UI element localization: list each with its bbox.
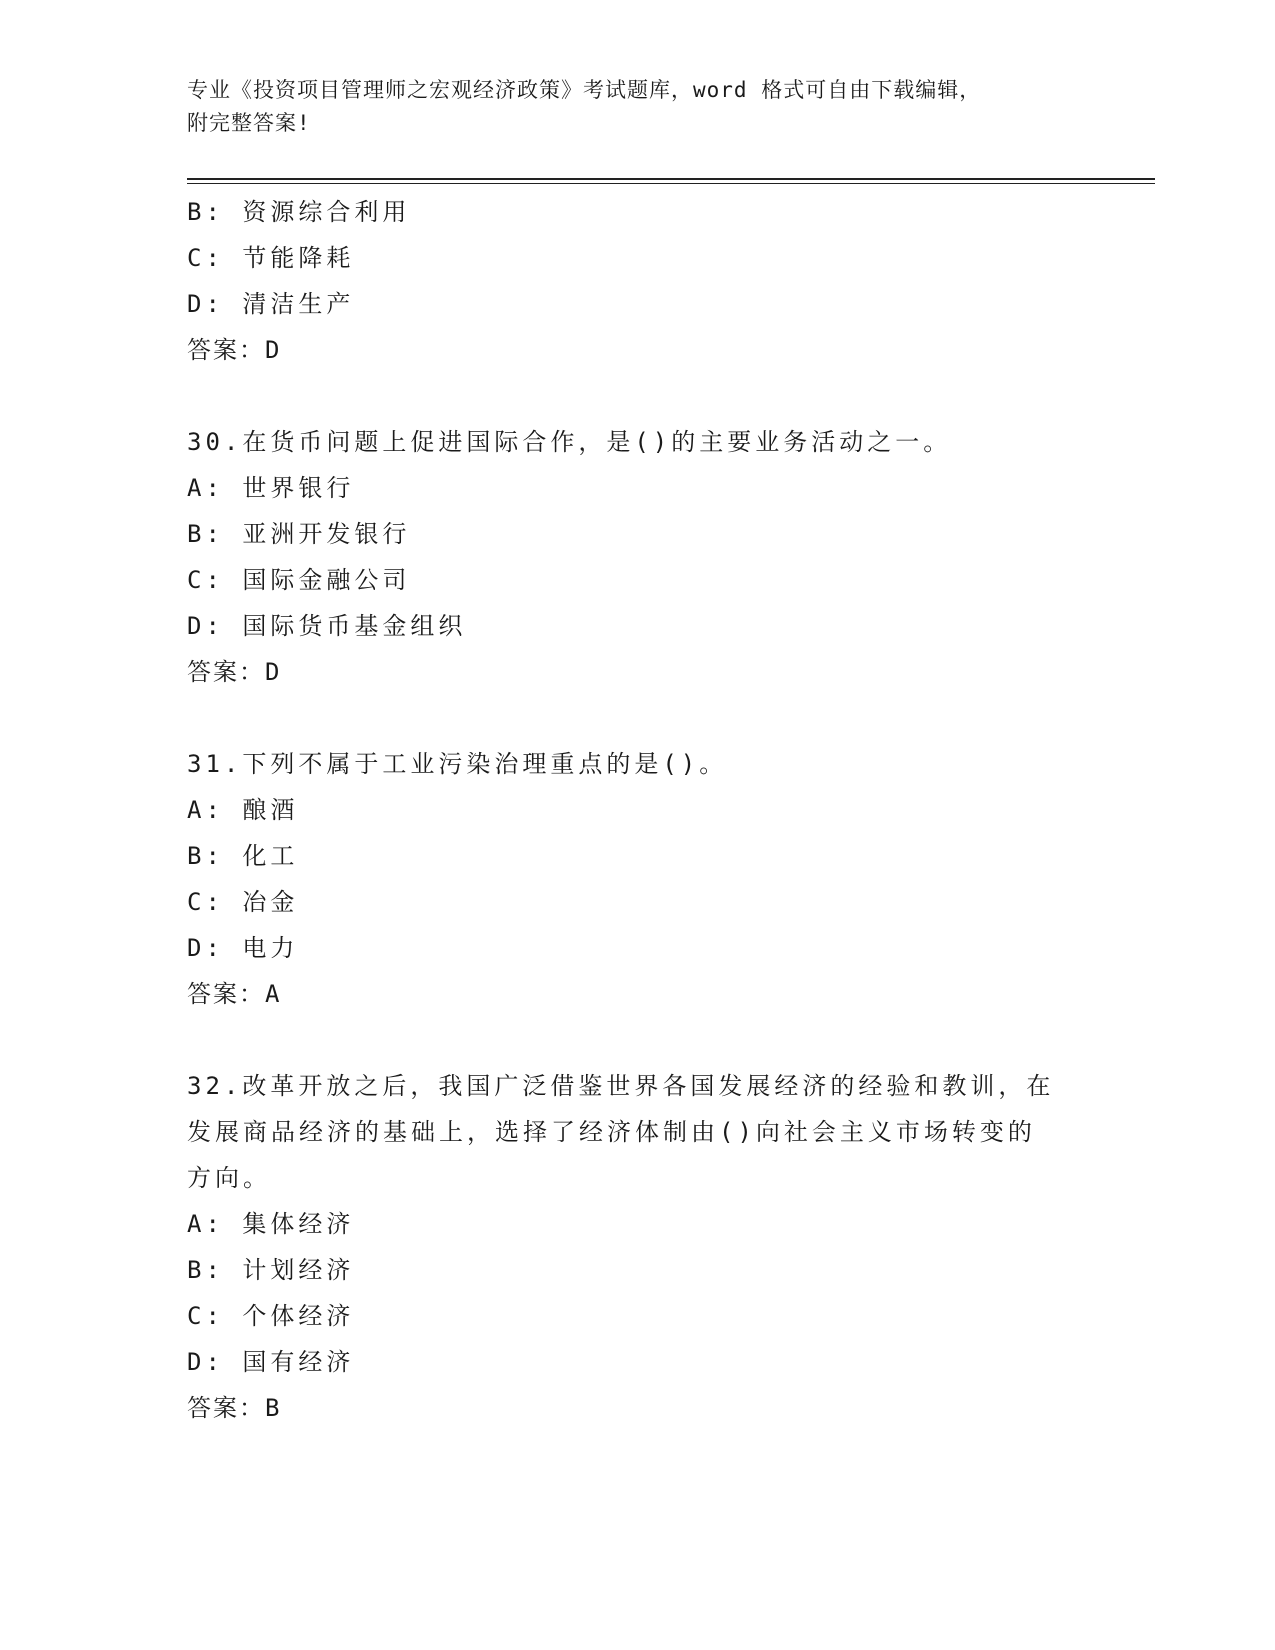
question-stem: 31.下列不属于工业污染治理重点的是()。: [187, 750, 728, 778]
option-b: B: 计划经济: [187, 1256, 355, 1284]
option-c: C: 节能降耗: [187, 244, 355, 272]
answer-label: 答案：D: [187, 336, 282, 364]
header-line-2: 附完整答案!: [187, 111, 311, 135]
question-29-tail: [187, 189, 1087, 373]
answer-label: 答案：D: [187, 658, 282, 686]
option-a: A: 集体经济: [187, 1210, 355, 1238]
option-c: C: 个体经济: [187, 1302, 355, 1330]
question-stem: 30.在货币问题上促进国际合作，是()的主要业务活动之一。: [187, 428, 952, 456]
option-c: C: 国际金融公司: [187, 566, 411, 594]
option-d: D: 国有经济: [187, 1348, 355, 1376]
question-list: [187, 189, 1087, 1431]
option-b: B: 化工: [187, 842, 299, 870]
header-line-1: 专业《投资项目管理师之宏观经济政策》考试题库，word 格式可自由下载编辑，: [187, 78, 982, 102]
option-c: C: 冶金: [187, 888, 299, 916]
answer-label: 答案：B: [187, 1394, 282, 1422]
question-stem-line-3: 方向。: [187, 1164, 271, 1192]
option-b: B: 资源综合利用: [187, 198, 411, 226]
header-divider-thin: [187, 183, 1155, 184]
question-30: [187, 419, 1087, 695]
option-b: B: 亚洲开发银行: [187, 520, 411, 548]
option-d: D: 国际货币基金组织: [187, 612, 467, 640]
question-31: [187, 741, 1087, 1017]
question-stem-line-2: 发展商品经济的基础上，选择了经济体制由()向社会主义市场转变的: [187, 1118, 1036, 1146]
option-d: D: 清洁生产: [187, 290, 355, 318]
question-32: [187, 1063, 1087, 1431]
header-divider-thick: [187, 178, 1155, 180]
option-a: A: 世界银行: [187, 474, 355, 502]
option-a: A: 酿酒: [187, 796, 299, 824]
document-header: [187, 74, 1067, 140]
question-stem-line-1: 32.改革开放之后，我国广泛借鉴世界各国发展经济的经验和教训，在: [187, 1072, 1055, 1100]
option-d: D: 电力: [187, 934, 299, 962]
answer-label: 答案：A: [187, 980, 282, 1008]
